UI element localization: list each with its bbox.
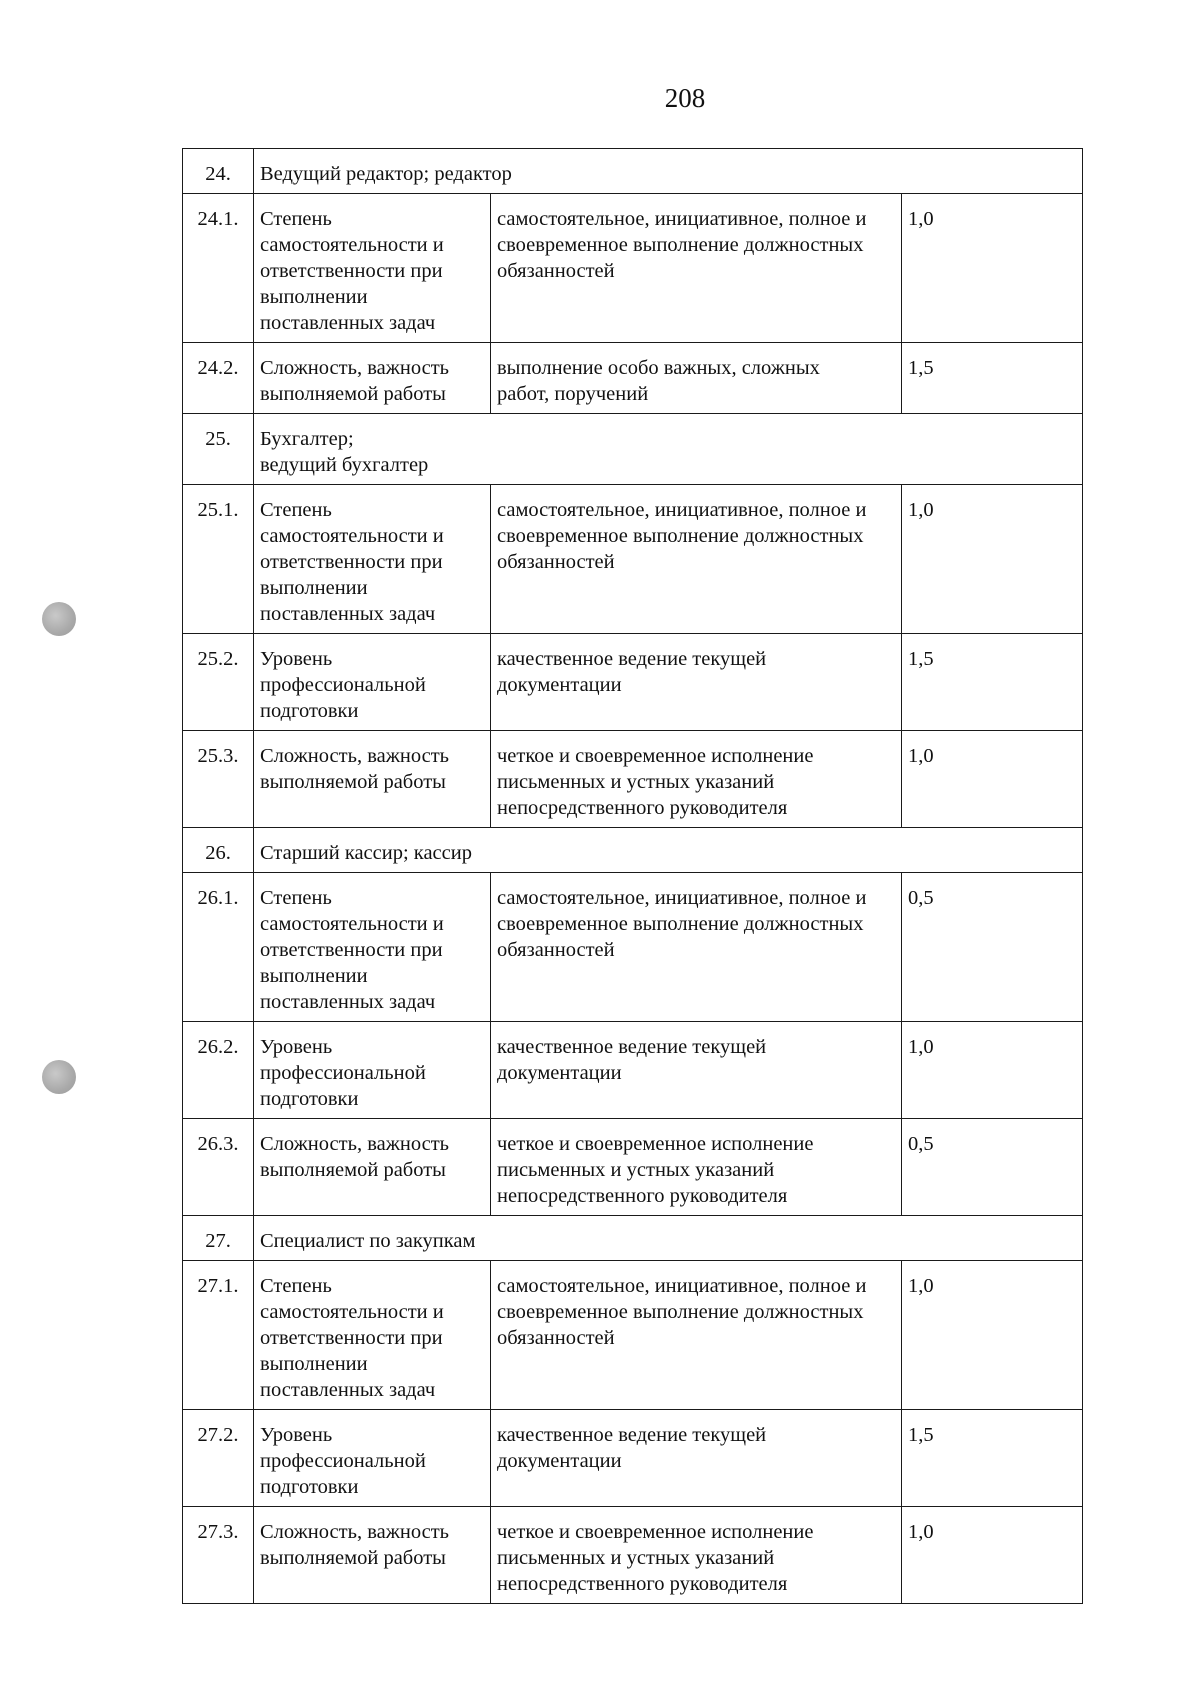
value-cell: 0,5 [902,1119,1083,1216]
row-number: 24.1. [183,194,254,343]
row-number: 25.1. [183,485,254,634]
row-number: 26.1. [183,873,254,1022]
table-row [183,1261,1083,1410]
row-number: 25.3. [183,731,254,828]
description-cell: самостоятельное, инициативное, полное и своевременное выполнение должностных обязанностей [491,1261,902,1410]
criterion-cell: Уровень профессиональной подготовки [254,634,491,731]
description-cell: качественное ведение текущей документации [491,1022,902,1119]
table-row [183,1410,1083,1507]
punch-hole-mark [42,1060,76,1094]
criterion-cell: Сложность, важность выполняемой работы [254,343,491,414]
value-cell: 1,0 [902,731,1083,828]
section-number: 26. [183,828,254,873]
section-number: 27. [183,1216,254,1261]
row-number: 24.2. [183,343,254,414]
table-row [183,194,1083,343]
table-row [183,485,1083,634]
row-number: 26.2. [183,1022,254,1119]
page-number: 208 [664,83,706,113]
row-number: 27.3. [183,1507,254,1604]
row-number: 26.3. [183,1119,254,1216]
description-cell: четкое и своевременное исполнение письменных и устных указаний непосредственного руководителя [491,731,902,828]
value-cell: 1,0 [902,485,1083,634]
section-number: 24. [183,149,254,194]
criterion-cell: Сложность, важность выполняемой работы [254,1119,491,1216]
description-cell: выполнение особо важных, сложных работ, поручений [491,343,902,414]
row-number: 27.2. [183,1410,254,1507]
description-cell: качественное ведение текущей документации [491,634,902,731]
criterion-cell: Степень самостоятельности и ответственности при выполнении поставленных задач [254,873,491,1022]
section-row [183,828,1083,873]
section-title: Бухгалтер; ведущий бухгалтер [254,414,1083,485]
table-row [183,1022,1083,1119]
value-cell: 1,0 [902,1261,1083,1410]
value-cell: 1,0 [902,194,1083,343]
criterion-cell: Сложность, важность выполняемой работы [254,1507,491,1604]
criterion-cell: Степень самостоятельности и ответственности при выполнении поставленных задач [254,485,491,634]
section-row [183,1216,1083,1261]
description-cell: самостоятельное, инициативное, полное и своевременное выполнение должностных обязанностей [491,873,902,1022]
table-row [183,1507,1083,1604]
criterion-cell: Сложность, важность выполняемой работы [254,731,491,828]
section-number: 25. [183,414,254,485]
description-cell: четкое и своевременное исполнение письменных и устных указаний непосредственного руководителя [491,1507,902,1604]
criterion-cell: Уровень профессиональной подготовки [254,1022,491,1119]
value-cell: 1,0 [902,1022,1083,1119]
table-row [183,873,1083,1022]
criteria-table [182,148,1083,1604]
table-row [183,343,1083,414]
criterion-cell: Степень самостоятельности и ответственности при выполнении поставленных задач [254,194,491,343]
value-cell: 1,5 [902,634,1083,731]
description-cell: самостоятельное, инициативное, полное и своевременное выполнение должностных обязанностей [491,485,902,634]
value-cell: 0,5 [902,873,1083,1022]
description-cell: самостоятельное, инициативное, полное и своевременное выполнение должностных обязанностей [491,194,902,343]
criterion-cell: Уровень профессиональной подготовки [254,1410,491,1507]
value-cell: 1,5 [902,343,1083,414]
section-title: Специалист по закупкам [254,1216,1083,1261]
section-title: Старший кассир; кассир [254,828,1083,873]
section-title: Ведущий редактор; редактор [254,149,1083,194]
section-row [183,149,1083,194]
value-cell: 1,5 [902,1410,1083,1507]
table-row [183,1119,1083,1216]
row-number: 25.2. [183,634,254,731]
punch-hole-mark [42,602,76,636]
table-row [183,634,1083,731]
section-row [183,414,1083,485]
table-row [183,731,1083,828]
row-number: 27.1. [183,1261,254,1410]
value-cell: 1,0 [902,1507,1083,1604]
description-cell: качественное ведение текущей документации [491,1410,902,1507]
criterion-cell: Степень самостоятельности и ответственности при выполнении поставленных задач [254,1261,491,1410]
description-cell: четкое и своевременное исполнение письменных и устных указаний непосредственного руководителя [491,1119,902,1216]
